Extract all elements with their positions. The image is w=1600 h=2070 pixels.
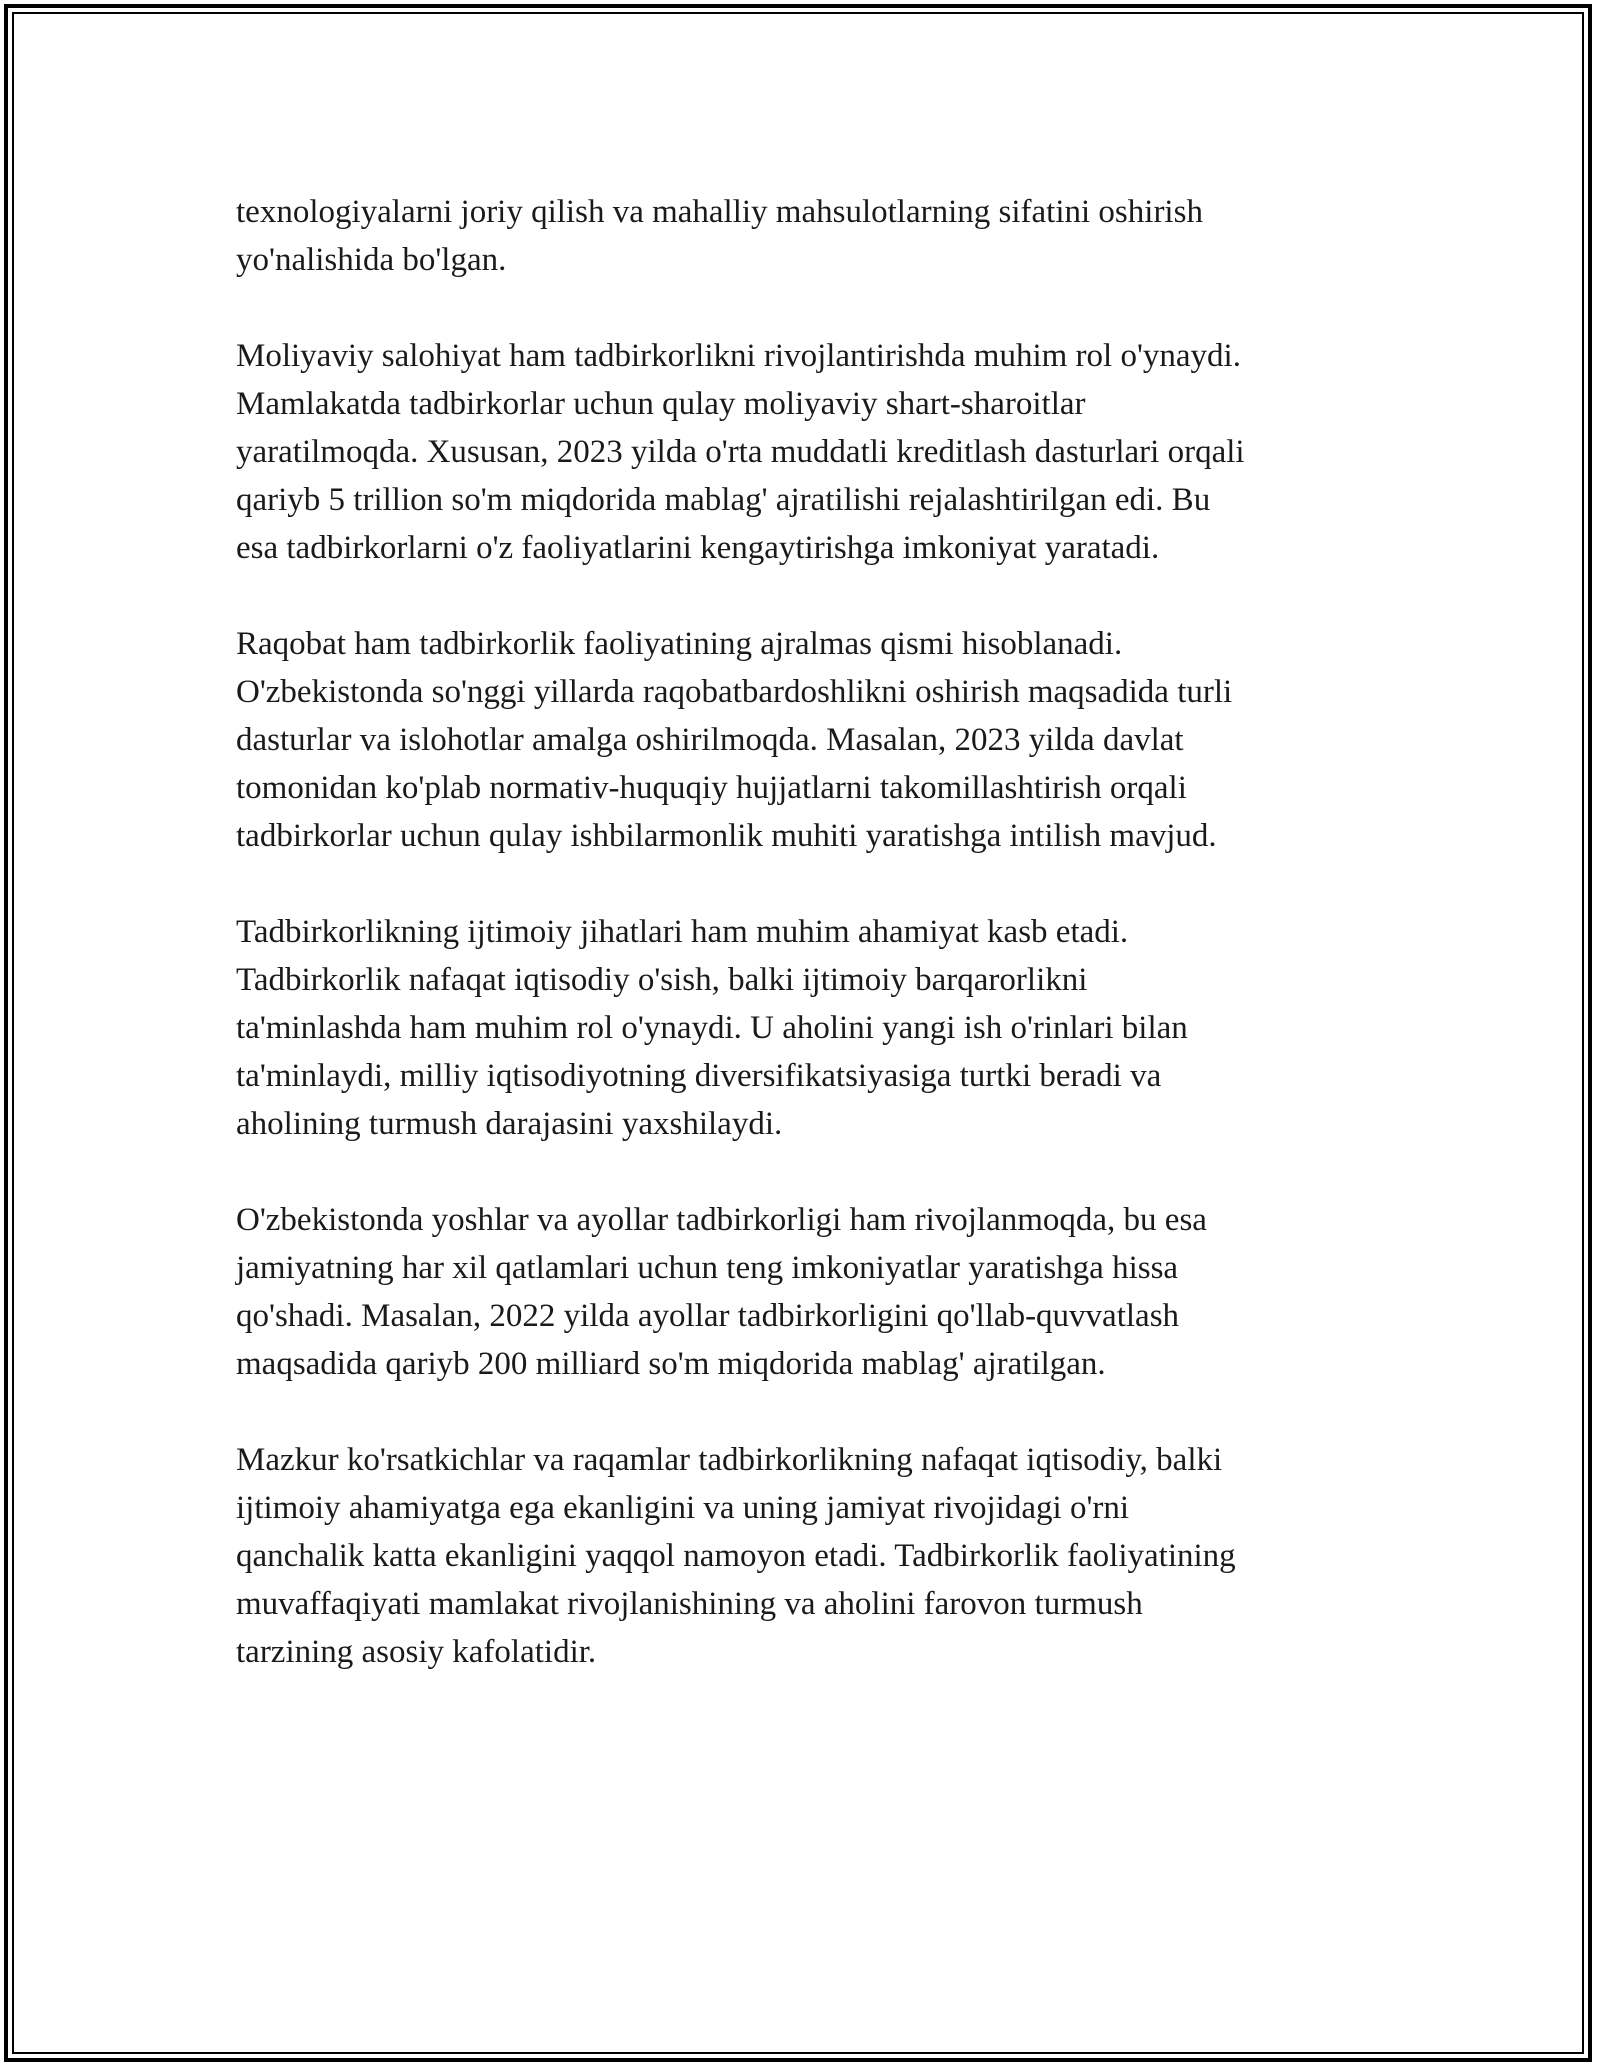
text-line: yo'nalishida bo'lgan. (236, 242, 507, 278)
text-line: Raqobat ham tadbirkorlik faoliyatining ajralmas qismi hisoblanadi. (236, 626, 1123, 662)
text-line: dasturlar va islohotlar amalga oshirilmoqda. Masalan, 2023 yilda davlat (236, 722, 1184, 758)
text-line: tarzining asosiy kafolatidir. (236, 1634, 597, 1670)
text-line: qo'shadi. Masalan, 2022 yilda ayollar tadbirkorligini qo'llab-quvvatlash (236, 1298, 1180, 1334)
text-line: maqsadida qariyb 200 milliard so'm miqdorida mablag' ajratilgan. (236, 1346, 1106, 1382)
text-line: O'zbekistonda so'nggi yillarda raqobatbardoshlikni oshirish maqsadida turli (236, 674, 1233, 710)
text-line: aholining turmush darajasini yaxshilaydi. (236, 1106, 783, 1142)
text-line: ta'minlashda ham muhim rol o'ynaydi. U aholini yangi ish o'rinlari bilan (236, 1010, 1188, 1046)
paragraph-6 (236, 1436, 1386, 1676)
text-line: Tadbirkorlik nafaqat iqtisodiy o'sish, balki ijtimoiy barqarorlikni (236, 962, 1088, 998)
text-line: tomonidan ko'plab normativ-huquqiy hujjatlarni takomillashtirish orqali (236, 770, 1187, 806)
text-line: ijtimoiy ahamiyatga ega ekanligini va uning jamiyat rivojidagi o'rni (236, 1490, 1130, 1526)
text-line: texnologiyalarni joriy qilish va mahalliy mahsulotlarning sifatini oshirish (236, 194, 1203, 230)
text-line: tadbirkorlar uchun qulay ishbilarmonlik muhiti yaratishga intilish mavjud. (236, 818, 1217, 854)
text-line: qariyb 5 trillion so'm miqdorida mablag' ajratilishi rejalashtirilgan edi. Bu (236, 482, 1211, 518)
document-body (236, 188, 1386, 1724)
paragraph-5 (236, 1196, 1386, 1388)
paragraph-1 (236, 188, 1386, 284)
text-line: ta'minlaydi, milliy iqtisodiyotning diversifikatsiyasiga turtki beradi va (236, 1058, 1162, 1094)
text-line: Mamlakatda tadbirkorlar uchun qulay moliyaviy shart-sharoitlar (236, 386, 1086, 422)
text-line: esa tadbirkorlarni o'z faoliyatlarini kengaytirishga imkoniyat yaratadi. (236, 530, 1160, 566)
paragraph-2 (236, 332, 1386, 572)
text-line: Tadbirkorlikning ijtimoiy jihatlari ham muhim ahamiyat kasb etadi. (236, 914, 1129, 950)
text-line: yaratilmoqda. Xususan, 2023 yilda o'rta muddatli kreditlash dasturlari orqali (236, 434, 1245, 470)
paragraph-3 (236, 620, 1386, 860)
text-line: O'zbekistonda yoshlar va ayollar tadbirkorligi ham rivojlanmoqda, bu esa (236, 1202, 1207, 1238)
text-line: muvaffaqiyati mamlakat rivojlanishining va aholini farovon turmush (236, 1586, 1143, 1622)
paragraph-4 (236, 908, 1386, 1148)
text-line: Moliyaviy salohiyat ham tadbirkorlikni rivojlantirishda muhim rol o'ynaydi. (236, 338, 1241, 374)
text-line: qanchalik katta ekanligini yaqqol namoyon etadi. Tadbirkorlik faoliyatining (236, 1538, 1236, 1574)
text-line: Mazkur ko'rsatkichlar va raqamlar tadbirkorlikning nafaqat iqtisodiy, balki (236, 1442, 1223, 1478)
text-line: jamiyatning har xil qatlamlari uchun teng imkoniyatlar yaratishga hissa (236, 1250, 1179, 1286)
